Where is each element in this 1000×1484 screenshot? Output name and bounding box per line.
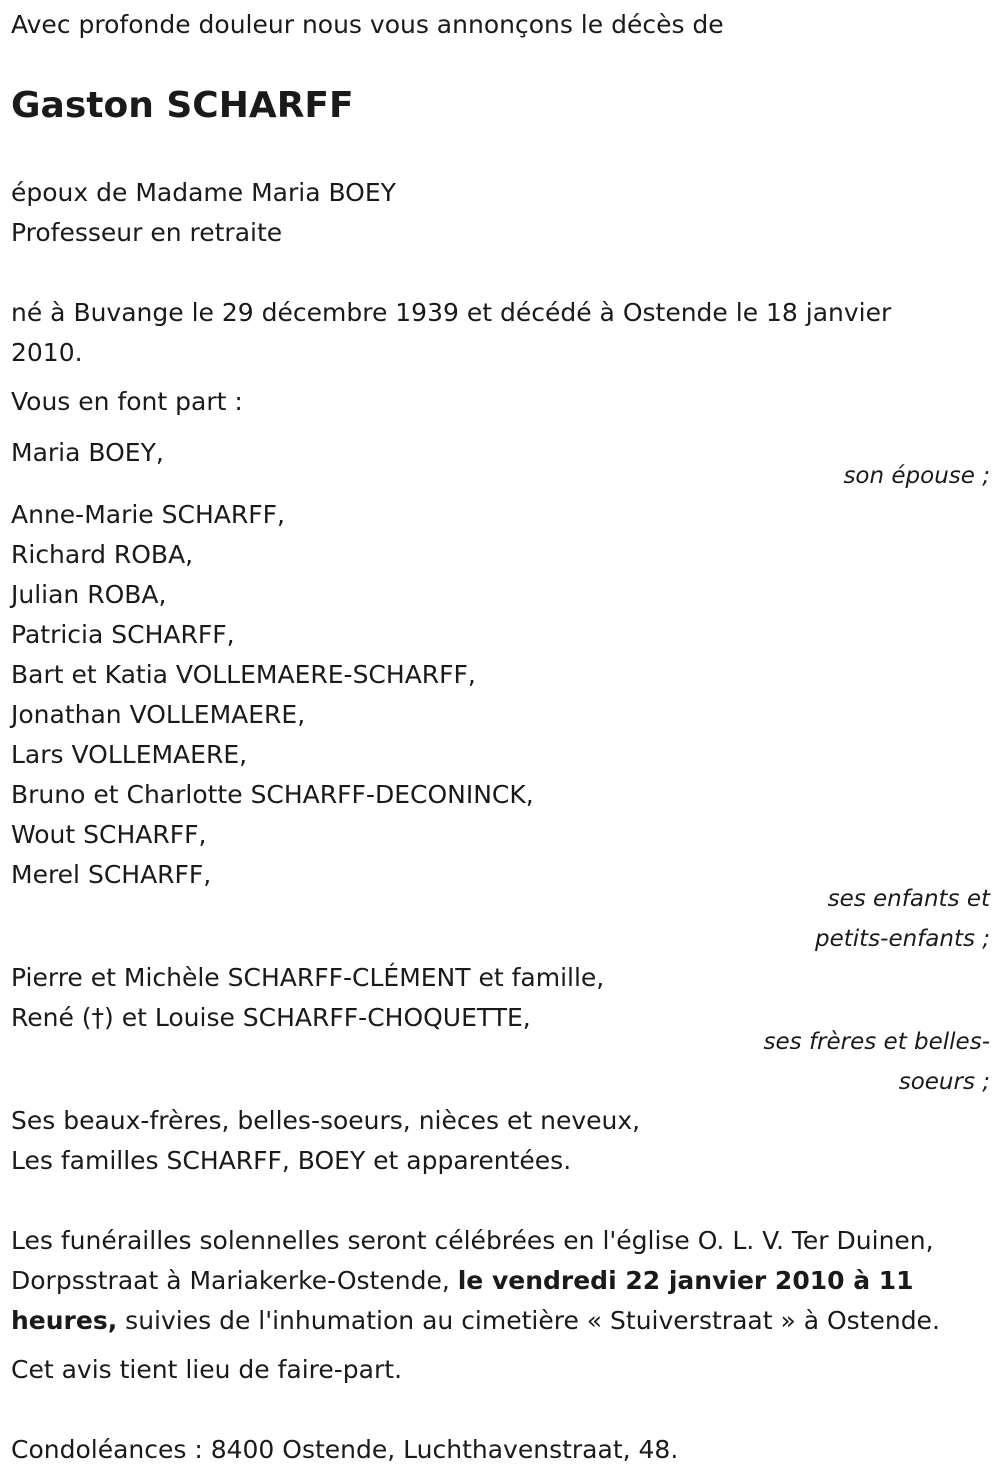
relation-label: soeurs ;	[898, 1069, 990, 1095]
spouse-line: époux de Madame Maria BOEY	[11, 178, 396, 207]
funeral-location: Dorpsstraat à Mariakerke-Ostende,	[11, 1266, 458, 1295]
funeral-line: Les funérailles solennelles seront célébrées en l'église O. L. V. Ter Duinen,	[11, 1226, 934, 1255]
funeral-time: heures,	[11, 1306, 118, 1335]
relation-label: ses enfants et	[827, 886, 990, 912]
family-member: Wout SCHARFF,	[11, 820, 207, 849]
family-member: Les familles SCHARFF, BOEY et apparentées.	[11, 1146, 572, 1175]
deceased-name: Gaston SCHARFF	[11, 85, 354, 126]
family-member: Patricia SCHARFF,	[11, 620, 235, 649]
relation-label: ses frères et belles-	[763, 1029, 990, 1055]
funeral-date: le vendredi 22 janvier 2010 à 11	[457, 1266, 914, 1295]
family-member: Ses beaux-frères, belles-soeurs, nièces et neveux,	[11, 1106, 641, 1135]
relation-label: petits-enfants ;	[814, 926, 990, 952]
funeral-line	[11, 1261, 914, 1301]
family-member: Pierre et Michèle SCHARFF-CLÉMENT et famille,	[11, 963, 605, 992]
announce-line: Vous en font part :	[11, 387, 243, 416]
notice-line: Cet avis tient lieu de faire-part.	[11, 1355, 403, 1384]
condolences-line: Condoléances : 8400 Ostende, Luchthavenstraat, 48.	[11, 1435, 679, 1464]
birth-death-line-end: 2010.	[11, 338, 83, 367]
family-member: Merel SCHARFF,	[11, 860, 212, 889]
family-member: Anne-Marie SCHARFF,	[11, 500, 285, 529]
family-member: René (†) et Louise SCHARFF-CHOQUETTE,	[11, 1003, 531, 1032]
burial-info: suivies de l'inhumation au cimetière « Stuiverstraat » à Ostende.	[117, 1306, 940, 1335]
family-member: Richard ROBA,	[11, 540, 194, 569]
family-member: Lars VOLLEMAERE,	[11, 740, 248, 769]
profession-line: Professeur en retraite	[11, 218, 283, 247]
family-member: Bruno et Charlotte SCHARFF-DECONINCK,	[11, 780, 534, 809]
birth-death-line: né à Buvange le 29 décembre 1939 et décédé à Ostende le 18 janvier	[11, 298, 892, 327]
funeral-line	[11, 1301, 940, 1341]
relation-label: son épouse ;	[843, 463, 990, 489]
family-member: Bart et Katia VOLLEMAERE-SCHARFF,	[11, 660, 476, 689]
family-member: Maria BOEY,	[11, 438, 164, 467]
family-member: Julian ROBA,	[11, 580, 167, 609]
family-member: Jonathan VOLLEMAERE,	[11, 700, 306, 729]
intro-text: Avec profonde douleur nous vous annonçons le décès de	[11, 10, 724, 39]
